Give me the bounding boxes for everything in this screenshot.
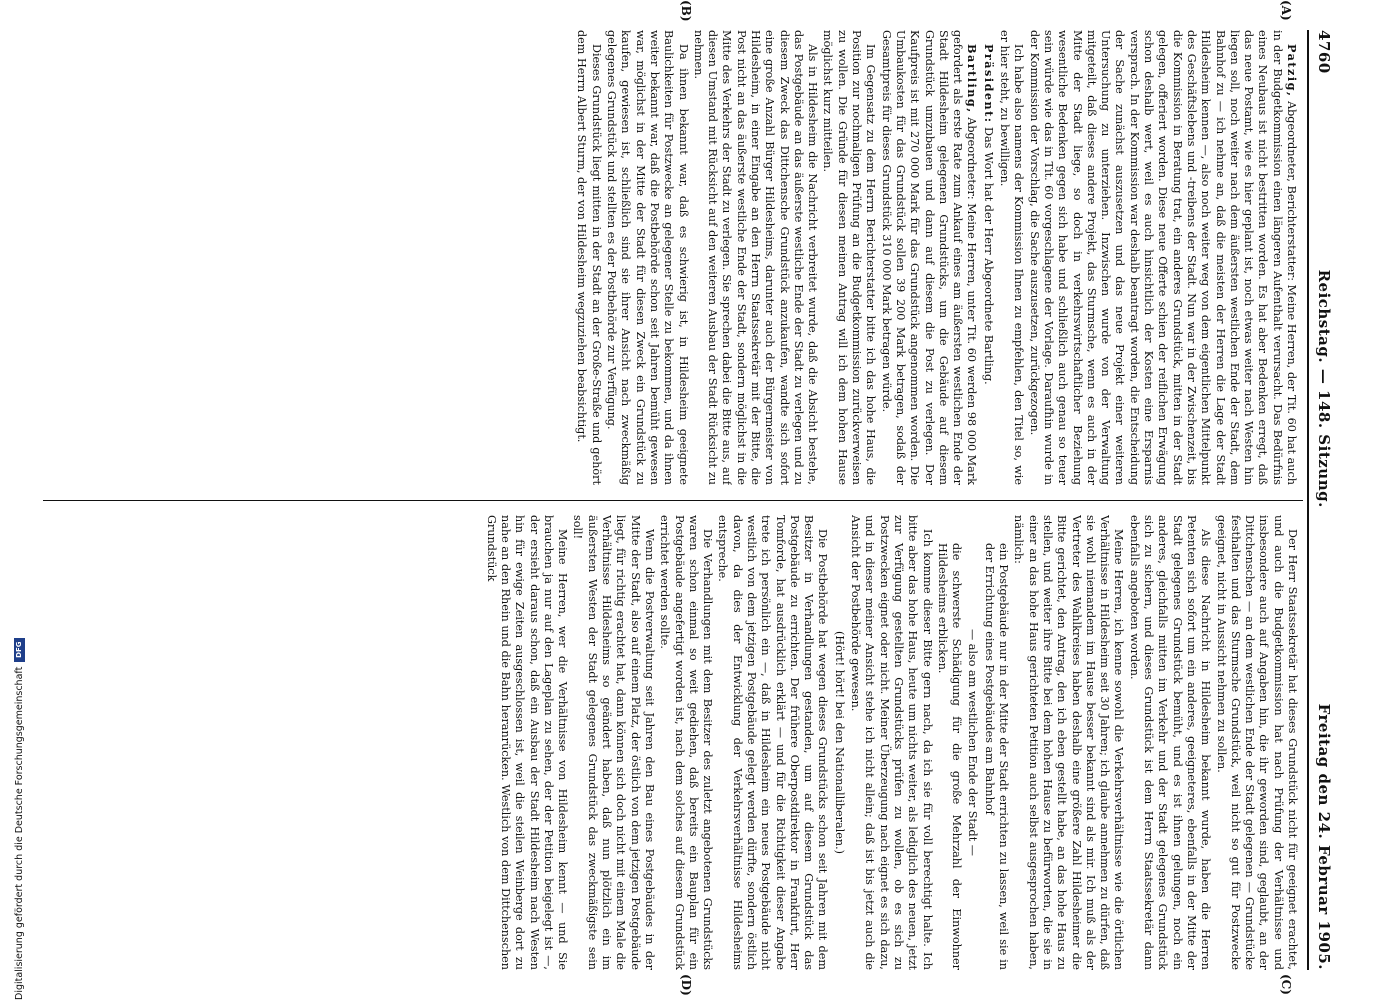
right-text-column <box>43 515 1299 970</box>
margin-marker-c: (C) <box>1279 974 1293 995</box>
column-divider <box>43 500 1303 501</box>
paragraph: Im Gegensatz zu dem Herrn Berichterstatter bitte ich das hohe Haus, die Position zur nochmaligen Prüfung an die Budgetkommission zurückverweisen zu wollen. Die Gründe für diesen meinen Antrag will ich dem hohen Hause möglichst kurz mitteilen. <box>821 30 878 485</box>
digitization-credit <box>0 608 25 1000</box>
rotated-document-page <box>33 0 1333 996</box>
paragraph: Als diese Nachricht in Hildesheim bekannt wurde, haben die Herren Petenten sich sofort um ein anderes, geeigneteres, ebenfalls in der Mitte der Stadt gelegenes Grundstück bemüht, und es ist ihnen gelungen, noch ein anderes, gleichfalls mitten im Verkehr und der Stadt gelegenes Grundstück sich zu sichern, und dieses Grundstück ist dem Herrn Staatssekretär dann ebenfalls angeboten worden. <box>1127 515 1213 970</box>
paragraph: Wenn die Postverwaltung seit Jahren den Bau eines Postgebäudes in der Mitte der Stadt, also auf einem Platz, der östlich von dem jetzigen Postgebäude liegt, für richtig erachtet hat, dann können sich doch nicht mit einem Male die Verhältnisse Hildesheims so geändert haben, daß nun plötzlich ein im äußersten Westen der Stadt gelegenes Grundstück das zweckmäßigste sein soll! <box>571 515 656 970</box>
margin-marker-b: (B) <box>679 0 693 22</box>
paragraph: Meine Herren, ich kenne sowohl die Verkehrsverhältnisse wie die örtlichen Verhältnisse in Hildesheim seit 30 Jahren; ich glaube annehmen zu dürfen, daß sie wohl niemandem im Hause besser bekannt sind als mir. Ich muß als der Vertreter des Wahlkreises haben deshalb eine größere Zahl Hildesheimer die Bitte gerichtet, den Antrag, den ich eben gestellt habe, an das hohe Haus zu stellen, und weiter ihre Bitte bei dem hohen Hause zu befürworten, die sie in einer an das hohe Haus gerichteten Petition auch selbst ausgesprochen haben, nämlich: <box>1012 515 1126 970</box>
page-number: 4760 <box>1315 30 1333 74</box>
margin-marker-a: (A) <box>1279 0 1293 21</box>
paragraph: Der Herr Staatssekretär hat dieses Grundstück nicht für geeignet erachtet, und auch die Budgetkommission hat nach Prüfung der Verhältnisse und insbesondere auch auf Angaben hin, die ihr geworden sind, geglaubt, an der Dittchenschen — an dem westlichen Ende der Stadt gelegenen — Grundstücke festhalten und das Sturmsche Grundstück, weil nicht so gut für Postzwecke geeignet, nicht in Aussicht nehmen zu sollen. <box>1214 515 1299 970</box>
petition-quote: die schwerste Schädigung für die große Mehrzahl der Einwohner Hildesheims erblicken. <box>935 543 964 970</box>
speaker-name: Bartling, <box>965 44 980 114</box>
petition-quote: ein Postgebäude nur in der Mitte der Stadt errichten zu lassen, weil sie in der Errichtung eines Postgebäudes am Bahnhof <box>982 543 1011 970</box>
paragraph <box>980 30 995 485</box>
paragraph: Die Postbehörde hat wegen dieses Grundstücks schon seit Jahren mit dem Besitzer in Verhandlungen gestanden, um auf diesem Grundstück das Postgebäude zu errichten. Der frühere Oberpostdirektor in Frankfurt, Herr Tomforde, hat ausdrücklich erklärt — und für die Richtigkeit dieser Angabe trete ich persönlich ein —, daß in Hildesheim ein neues Postgebäude nicht westlich von dem jetzigen Postgebäude gelegt werden dürfte, sondern östlich davon, da dies der Entwicklung der Verkehrsverhältnisse Hildesheims entspreche. <box>716 515 830 970</box>
paragraph: Da ihnen bekannt war, daß es schwierig ist, in Hildesheim geeignete Baulichkeiten für Postzwecke an gelegener Stelle zu bekommen, und da ihnen weiter bekannt war, daß die Postbehörde schon seit Jahren bemüht gewesen war, möglichst in der Mitte der Stadt für diesen Zweck ein Grundstück zu kaufen, gewiesen ist, schließlich sind sie ihrer Ansicht nach zweckmäßig gelegenes Grundstück und stellten es der Postbehörde zur Verfügung. <box>605 30 690 485</box>
credit-text: Digitalisierung gefördert durch die Deutsche Forschungsgemeinschaft <box>14 666 25 1000</box>
speaker-name: Patzig, <box>1285 44 1299 98</box>
margin-marker-d: (D) <box>679 974 693 996</box>
left-text-column <box>43 30 1299 485</box>
paragraph-text: Abgeordneter: Meine Herren, unter Tit. 60 werden 98 000 Mark gefordert als erste Rate zum Ankauf eines am äußersten westlichen Ende der Stadt Hildesheim gelegenen Grundstücks, um die Gebäude auf diesem Grundstück umzubauen und dann auf diesem die Post zu verlegen. Der Kaufpreis ist mit 270 000 Mark für das Grundstück angenommen worden. Die Umbaukosten für das Grundstück sollen 39 200 Mark betragen, sodaß der Gesamtpreis für dieses Grundstück 310 000 Mark betragen würde. <box>879 30 979 485</box>
paragraph: Meine Herren, wer die Verhältnisse von Hildesheim kennt — und Sie brauchen ja nur auf den Lageplan zu sehen, der der Petition beigelegt ist —, der ersieht daraus schon, daß ein Ausbau der Stadt Hildesheim nach Westen hin für ewige Zeiten ausgeschlossen ist, weil die steilen Weinberge dort zu nahe an den Rhein und die Bahn heranrücken. Westlich von dem Dittchenschen Grundstück <box>484 515 570 970</box>
paragraph: Ich komme dieser Bitte gern nach, da ich sie für voll berechtigt halte. Ich bitte aber das hohe Haus, heute um nichts weiter, als lediglich des neuen, jetzt zur Verfügung gestellten Grundstücks prüfen zu wollen, ob es sich zu Postzwecken eignet oder nicht. Meiner Überzeugung nach eignet es sich dazu, und in dieser meiner Ansicht stehe ich nicht allein; daß ist bis jetzt auch die Ansicht der Postbehörde gewesen. <box>849 515 934 970</box>
header-date: Freitag den 24. Februar 1905. <box>1315 703 1333 970</box>
header-rule <box>1307 30 1309 970</box>
header-title: Reichstag. — 148. Sitzung. <box>1315 269 1333 508</box>
speaker-name: Präsident: <box>981 44 996 124</box>
paragraph-text: Das Wort hat der Herr Abgeordnete Bartling. <box>981 127 995 385</box>
paragraph: Ich habe also namens der Kommission Ihnen zu empfehlen, den Titel so, wie er hier steht, zu bewilligen. <box>998 30 1026 485</box>
paragraph: Die Verhandlungen mit dem Besitzer des zuletzt angebotenen Grundstücks waren schon einmal so weit gediehen, daß bereits ein Bauplan für ein Postgebäude angefertigt worden ist, nach dem solches auf diesem Grundstück errichtet werden sollte. <box>658 515 715 970</box>
paragraph: Als in Hildesheim die Nachricht verbreitet wurde, daß die Absicht bestehe, das Postgebäude an das äußerste westliche Ende der Stadt zu verlegen und zu diesem Zweck das Dittchensche Grundstück anzukaufen, wandte sich sofort eine große Anzahl Bürger Hildesheims, darunter auch der Bürgermeister von Hildesheim, in einer Eingabe an den Herrn Staatssekretär mit der Bitte, die Post nicht an das äußerste westliche Ende der Stadt, sondern möglichst in die Mitte des Verkehrs der Stadt zu verlegen. Sie sprechen dabei die Bitte aus, auf diesen Umstand mit Rücksicht auf den weiteren Ausbau der Stadt Rücksicht zu nehmen. <box>691 30 820 485</box>
dfg-logo-icon: DFG <box>14 638 25 662</box>
paragraph <box>1026 30 1299 485</box>
petition-aside: — also am westlichen Ende der Stadt — <box>966 629 980 856</box>
paragraph: Dieses Grundstück liegt mitten in der Stadt an der Große-Straße und gehört dem Herrn Albert Sturm, der von Hildesheim wegzuziehen beabsichtigt. <box>575 30 603 485</box>
page-header <box>1311 30 1333 970</box>
interjection: (Hört! hört! bei den Nationalliberalen.) <box>832 630 846 855</box>
paragraph <box>878 30 979 485</box>
paragraph-text: Abgeordneter, Berichterstatter: Meine Herren, der Tit. 60 hat auch in der Budgetkommission einen längeren Aufenthalt verursacht. Das Bedürfnis eines Neubaus ist nicht bestritten worden. Es hat aber Bedenken erregt, daß das neue Postamt, wie es hier geplant ist, noch etwas weiter nach Westen hin liegen soll, noch weiter nach dem äußersten westlichen Ende der Stadt, dem Bahnhof zu — ich nehme an, daß die meisten der Herren die Lage der Stadt Hildesheim kennen —, also noch weiter weg von dem eigentlichen Mittelpunkt des Geschäftslebens und -treibens der Stadt. Nun war in der Zwischenzeit, bis die Kommission in Beratung trat, ein anderes Grundstück, mitten in der Stadt gelegen, offeriert worden. Diese neue Offerte schien der reiflichen Erwägung schon deshalb wert, weil es auch hinsichtlich der Kosten eine Ersparnis versprach. In der Kommission war deshalb beantragt worden, die Entscheidung der Sache zunächst auszusetzen und das neue Projekt einer weiteren Untersuchung zu unterziehen. Inzwischen wurde von der Verwaltung mitgeteilt, daß dieses andere Projekt, das Sturmsche, wenn es auch in der Mitte der Stadt liege, so doch in verkehrswirtschaftlicher Beziehung wesentliche Bedenken gegen sich habe und schließlich auch genau so teuer sein würde wie das in Tit. 60 vorgeschlagene der Vorlage. Daraufhin wurde in der Kommission der Vorschlag, die Sache auszusetzen, zurückgezogen. <box>1027 30 1298 485</box>
